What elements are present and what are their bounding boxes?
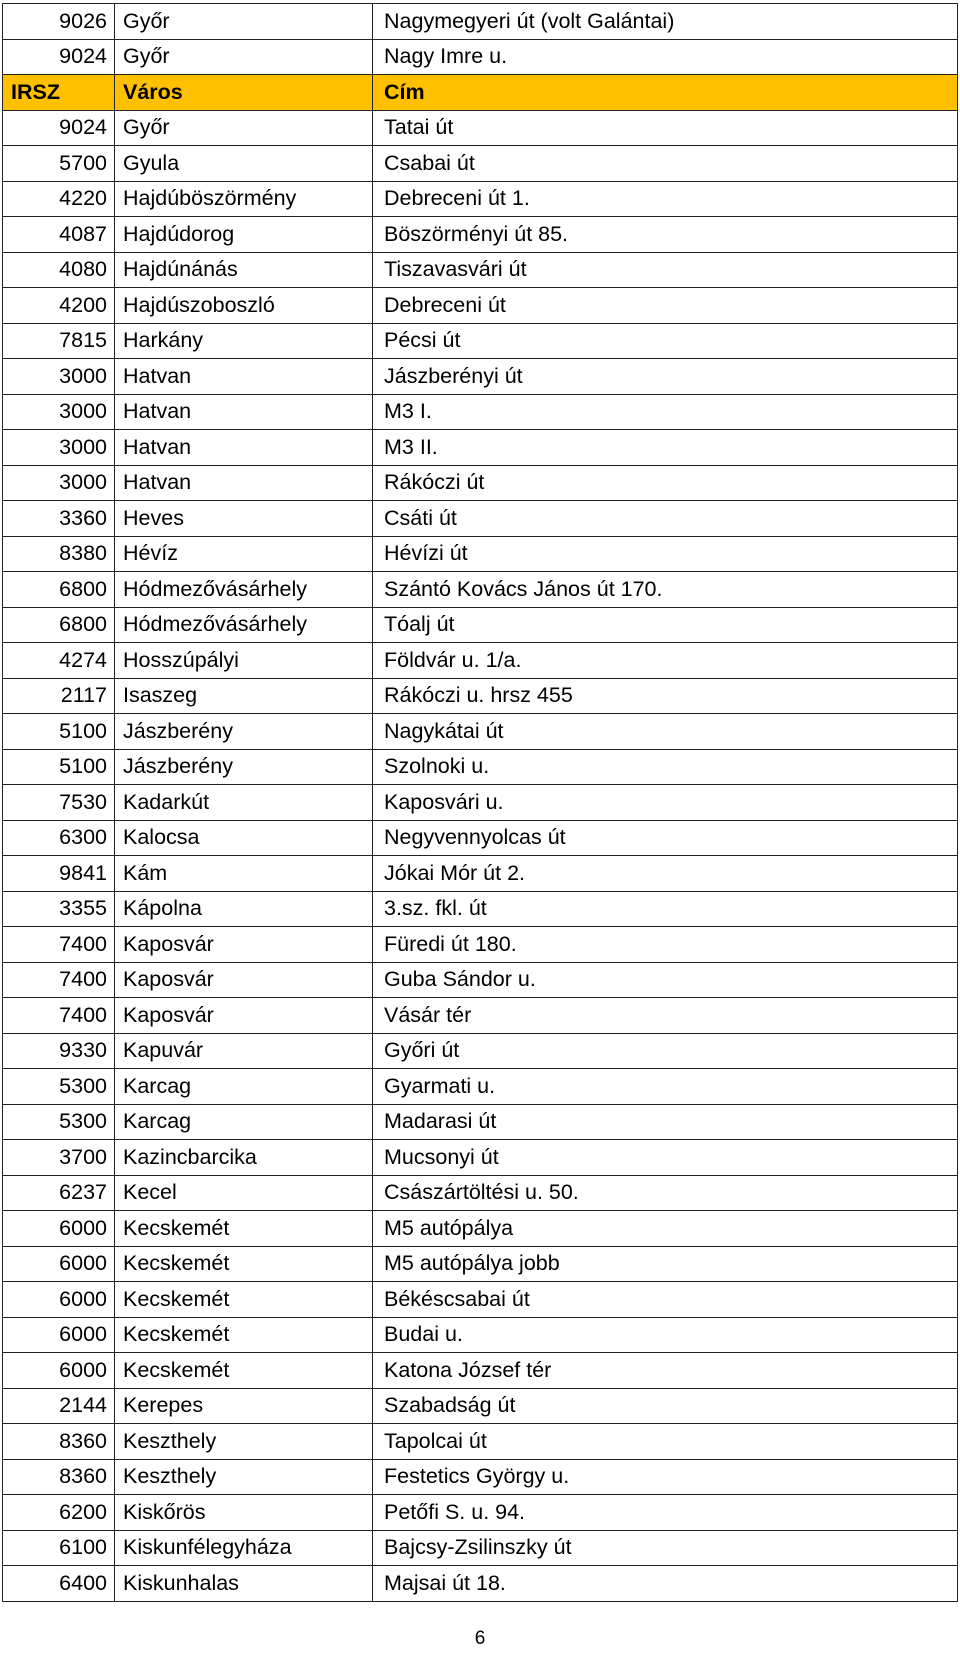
address-cell: M5 autópálya jobb (373, 1246, 958, 1282)
address-cell: Jászberényi út (373, 359, 958, 395)
address-cell: Tapolcai út (373, 1424, 958, 1460)
table-row (3, 856, 958, 892)
address-cell: Budai u. (373, 1317, 958, 1353)
table-row (3, 288, 958, 324)
address-cell: Negyvennyolcas út (373, 820, 958, 856)
address-cell: Bajcsy-Zsilinszky út (373, 1530, 958, 1566)
table-row (3, 252, 958, 288)
address-cell: Debreceni út 1. (373, 181, 958, 217)
city-cell: Hajdúnánás (115, 252, 373, 288)
table-row (3, 1353, 958, 1389)
table-row (3, 1388, 958, 1424)
city-cell: Hódmezővásárhely (115, 607, 373, 643)
city-cell: Kiskunfélegyháza (115, 1530, 373, 1566)
zip-cell: 3000 (3, 465, 115, 501)
table-row (3, 110, 958, 146)
city-cell: Hatvan (115, 394, 373, 430)
zip-cell: 6400 (3, 1566, 115, 1602)
city-cell: Kazincbarcika (115, 1140, 373, 1176)
address-cell: Tóalj út (373, 607, 958, 643)
zip-cell: 3000 (3, 359, 115, 395)
zip-cell: 5700 (3, 146, 115, 182)
zip-cell: 3000 (3, 394, 115, 430)
city-cell: Hajdúböszörmény (115, 181, 373, 217)
city-cell: Gyula (115, 146, 373, 182)
address-cell: Nagy Imre u. (373, 39, 958, 75)
city-cell: Hódmezővásárhely (115, 572, 373, 608)
address-cell: Mucsonyi út (373, 1140, 958, 1176)
address-cell: Festetics György u. (373, 1459, 958, 1495)
table-row (3, 1495, 958, 1531)
city-cell: Kaposvár (115, 927, 373, 963)
city-cell: Győr (115, 110, 373, 146)
city-cell: Kiskunhalas (115, 1566, 373, 1602)
table-row (3, 146, 958, 182)
city-cell: Hatvan (115, 359, 373, 395)
address-cell: Földvár u. 1/a. (373, 643, 958, 679)
address-cell: M5 autópálya (373, 1211, 958, 1247)
address-cell: Hévízi út (373, 536, 958, 572)
zip-cell: 5300 (3, 1104, 115, 1140)
address-cell: Császártöltési u. 50. (373, 1175, 958, 1211)
city-cell: Isaszeg (115, 678, 373, 714)
table-row (3, 394, 958, 430)
address-cell: Rákóczi u. hrsz 455 (373, 678, 958, 714)
city-cell: Hajdúdorog (115, 217, 373, 253)
city-cell: Kecskemét (115, 1353, 373, 1389)
address-cell: Szolnoki u. (373, 749, 958, 785)
zip-cell: 7400 (3, 927, 115, 963)
table-header-row (3, 75, 958, 111)
zip-cell: 4080 (3, 252, 115, 288)
table-row (3, 678, 958, 714)
address-cell: Nagymegyeri út (volt Galántai) (373, 4, 958, 40)
table-row (3, 1069, 958, 1105)
city-cell: Kerepes (115, 1388, 373, 1424)
table-row (3, 962, 958, 998)
zip-cell: 6300 (3, 820, 115, 856)
zip-cell: 6000 (3, 1211, 115, 1247)
table-row (3, 1424, 958, 1460)
city-cell: Győr (115, 39, 373, 75)
table-row (3, 1246, 958, 1282)
zip-cell: 6000 (3, 1317, 115, 1353)
zip-cell: 5300 (3, 1069, 115, 1105)
zip-cell: 3360 (3, 501, 115, 537)
city-cell: Győr (115, 4, 373, 40)
table-row (3, 465, 958, 501)
zip-cell: 6200 (3, 1495, 115, 1531)
address-cell: Pécsi út (373, 323, 958, 359)
city-cell: Jászberény (115, 749, 373, 785)
zip-cell: 4220 (3, 181, 115, 217)
table-row (3, 1211, 958, 1247)
address-cell: 3.sz. fkl. út (373, 891, 958, 927)
address-cell: Debreceni út (373, 288, 958, 324)
zip-cell: 8360 (3, 1424, 115, 1460)
zip-cell: 4087 (3, 217, 115, 253)
zip-cell: 7530 (3, 785, 115, 821)
address-cell: Szabadság út (373, 1388, 958, 1424)
city-cell: Heves (115, 501, 373, 537)
city-cell: Kecskemét (115, 1282, 373, 1318)
table-row (3, 430, 958, 466)
city-cell: Jászberény (115, 714, 373, 750)
city-cell: Hajdúszoboszló (115, 288, 373, 324)
table-row (3, 927, 958, 963)
table-row (3, 1530, 958, 1566)
address-cell: Szántó Kovács János út 170. (373, 572, 958, 608)
table-row (3, 785, 958, 821)
address-cell: Katona József tér (373, 1353, 958, 1389)
table-row (3, 1104, 958, 1140)
address-cell: Madarasi út (373, 1104, 958, 1140)
city-cell: Hévíz (115, 536, 373, 572)
address-cell: M3 II. (373, 430, 958, 466)
city-cell: Kecskemét (115, 1211, 373, 1247)
table-row (3, 501, 958, 537)
address-cell: Petőfi S. u. 94. (373, 1495, 958, 1531)
address-cell: M3 I. (373, 394, 958, 430)
zip-cell: 6000 (3, 1353, 115, 1389)
zip-cell: 5100 (3, 714, 115, 750)
zip-cell: 6000 (3, 1282, 115, 1318)
address-cell: Tiszavasvári út (373, 252, 958, 288)
table-row (3, 323, 958, 359)
address-cell: Csabai út (373, 146, 958, 182)
zip-cell: 5100 (3, 749, 115, 785)
table-row (3, 1566, 958, 1602)
address-cell: Rákóczi út (373, 465, 958, 501)
zip-cell: 8360 (3, 1459, 115, 1495)
zip-cell: 3000 (3, 430, 115, 466)
city-cell: Kecskemét (115, 1246, 373, 1282)
city-cell: Kadarkút (115, 785, 373, 821)
table-row (3, 1282, 958, 1318)
address-cell: Böszörményi út 85. (373, 217, 958, 253)
header-address-cell: Cím (373, 75, 958, 111)
table-row (3, 536, 958, 572)
table-row (3, 1033, 958, 1069)
address-cell: Jókai Mór út 2. (373, 856, 958, 892)
zip-cell: 9330 (3, 1033, 115, 1069)
city-cell: Hatvan (115, 465, 373, 501)
table-row (3, 1175, 958, 1211)
zip-cell: 6237 (3, 1175, 115, 1211)
city-cell: Kecskemét (115, 1317, 373, 1353)
address-cell: Nagykátai út (373, 714, 958, 750)
address-cell: Gyarmati u. (373, 1069, 958, 1105)
table-row (3, 749, 958, 785)
address-cell: Kaposvári u. (373, 785, 958, 821)
address-table (2, 3, 958, 1602)
zip-cell: 9024 (3, 39, 115, 75)
table-row (3, 643, 958, 679)
table-row (3, 1317, 958, 1353)
table-row (3, 607, 958, 643)
city-cell: Harkány (115, 323, 373, 359)
zip-cell: 3700 (3, 1140, 115, 1176)
zip-cell: 7400 (3, 998, 115, 1034)
zip-cell: 4274 (3, 643, 115, 679)
city-cell: Kaposvár (115, 998, 373, 1034)
address-cell: Csáti út (373, 501, 958, 537)
table-row (3, 1459, 958, 1495)
address-cell: Vásár tér (373, 998, 958, 1034)
page-number: 6 (474, 1628, 486, 1649)
zip-cell: 3355 (3, 891, 115, 927)
city-cell: Kalocsa (115, 820, 373, 856)
address-cell: Guba Sándor u. (373, 962, 958, 998)
zip-cell: 6800 (3, 572, 115, 608)
table-row (3, 714, 958, 750)
city-cell: Kápolna (115, 891, 373, 927)
city-cell: Hatvan (115, 430, 373, 466)
address-cell: Füredi út 180. (373, 927, 958, 963)
table-row (3, 181, 958, 217)
table-body (3, 4, 958, 1602)
table-row (3, 4, 958, 40)
table-row (3, 998, 958, 1034)
table-row (3, 820, 958, 856)
table-row (3, 217, 958, 253)
address-cell: Győri út (373, 1033, 958, 1069)
zip-cell: 9026 (3, 4, 115, 40)
zip-cell: 2144 (3, 1388, 115, 1424)
table-row (3, 572, 958, 608)
city-cell: Keszthely (115, 1424, 373, 1460)
address-cell: Tatai út (373, 110, 958, 146)
city-cell: Karcag (115, 1104, 373, 1140)
header-zip-cell: IRSZ (3, 75, 115, 111)
table-row (3, 359, 958, 395)
city-cell: Kiskőrös (115, 1495, 373, 1531)
zip-cell: 9024 (3, 110, 115, 146)
city-cell: Kapuvár (115, 1033, 373, 1069)
zip-cell: 6000 (3, 1246, 115, 1282)
city-cell: Kám (115, 856, 373, 892)
address-cell: Békéscsabai út (373, 1282, 958, 1318)
zip-cell: 7815 (3, 323, 115, 359)
city-cell: Kaposvár (115, 962, 373, 998)
zip-cell: 6800 (3, 607, 115, 643)
table-row (3, 1140, 958, 1176)
city-cell: Kecel (115, 1175, 373, 1211)
city-cell: Hosszúpályi (115, 643, 373, 679)
zip-cell: 6100 (3, 1530, 115, 1566)
zip-cell: 4200 (3, 288, 115, 324)
table-row (3, 39, 958, 75)
zip-cell: 2117 (3, 678, 115, 714)
address-cell: Majsai út 18. (373, 1566, 958, 1602)
city-cell: Keszthely (115, 1459, 373, 1495)
header-city-cell: Város (115, 75, 373, 111)
zip-cell: 7400 (3, 962, 115, 998)
zip-cell: 8380 (3, 536, 115, 572)
city-cell: Karcag (115, 1069, 373, 1105)
table-row (3, 891, 958, 927)
zip-cell: 9841 (3, 856, 115, 892)
